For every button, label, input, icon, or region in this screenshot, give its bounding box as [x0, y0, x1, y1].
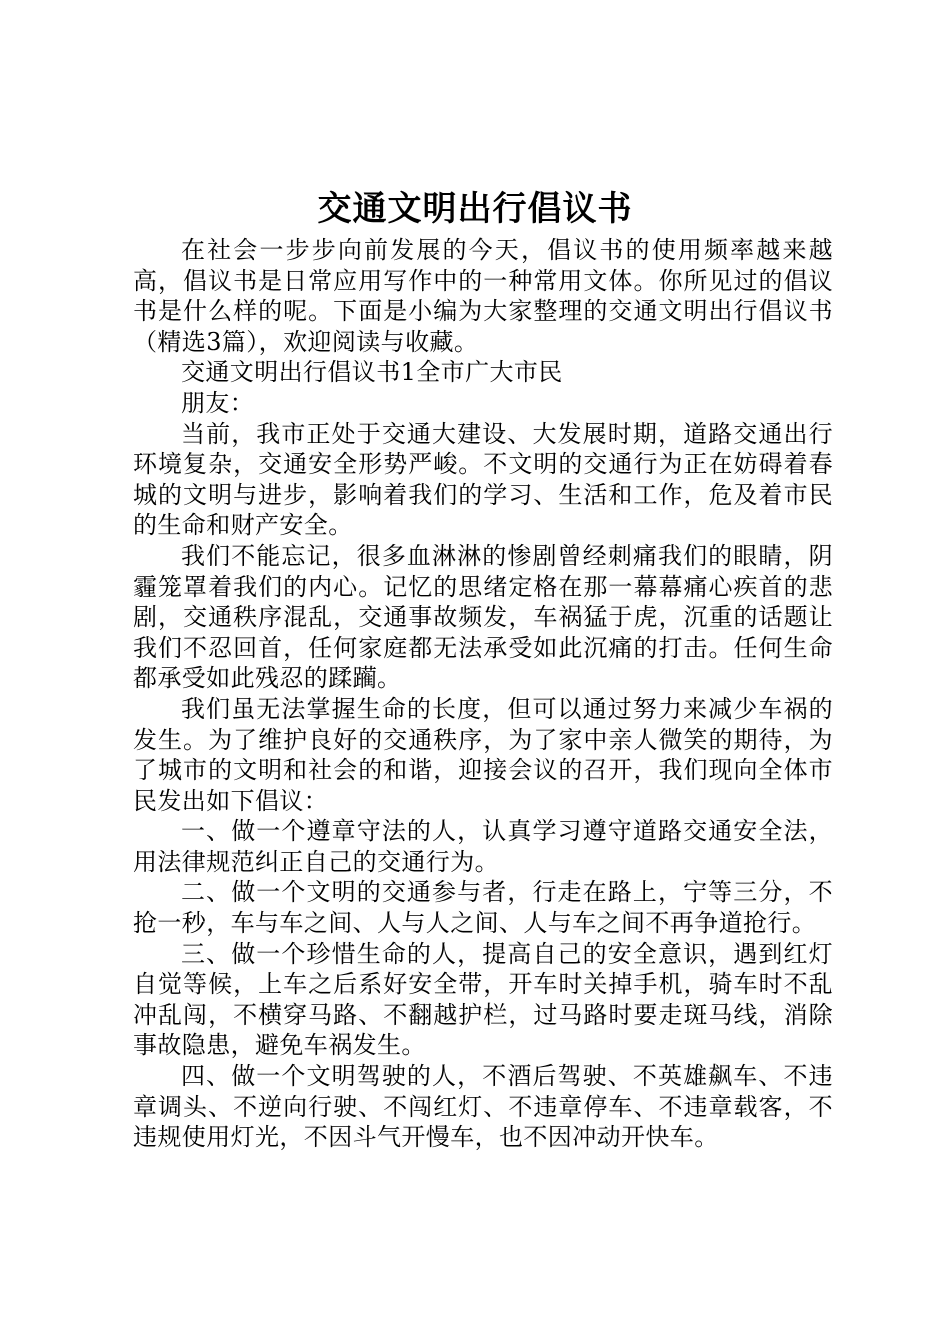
paragraph-proposal-1: 一、做一个遵章守法的人，认真学习遵守道路交通安全法，用法律规范纠正自己的交通行为。	[133, 817, 833, 876]
document-title: 交通文明出行倡议书	[317, 189, 633, 229]
paragraph-proposal-intro: 我们虽无法掌握生命的长度，但可以通过努力来减少车祸的发生。为了维护良好的交通秩序，为了家中亲人微笑的期待，为了城市的文明和社会的和谐，迎接会议的召开，我们现向全体市民发出如下倡议：	[133, 694, 833, 815]
document-body	[133, 235, 833, 1153]
paragraph-proposal-4: 四、做一个文明驾驶的人，不酒后驾驶、不英雄飙车、不违章调头、不逆向行驶、不闯红灯、不违章停车、不违章载客，不违规使用灯光，不因斗气开慢车，也不因冲动开快车。	[133, 1062, 833, 1152]
paragraph-proposal-3: 三、做一个珍惜生命的人，提高自己的安全意识，遇到红灯自觉等候，上车之后系好安全带，开车时关掉手机，骑车时不乱冲乱闯，不横穿马路、不翻越护栏，过马路时要走斑马线，消除事故隐患，避免车祸发生。	[133, 939, 833, 1060]
paragraph-salutation: 朋友：	[181, 388, 255, 417]
paragraph-heading-1: 交通文明出行倡议书1全市广大市民	[181, 358, 563, 387]
paragraph-intro: 在社会一步步向前发展的今天，倡议书的使用频率越来越高，倡议书是日常应用写作中的一种常用文体。你所见过的倡议书是什么样的呢。下面是小编为大家整理的交通文明出行倡议书（精选3篇），欢迎阅读与收藏。	[133, 236, 833, 356]
paragraph-remember: 我们不能忘记，很多血淋淋的惨剧曾经刺痛我们的眼睛，阴霾笼罩着我们的内心。记忆的思绪定格在那一幕幕痛心疾首的悲剧，交通秩序混乱，交通事故频发，车祸猛于虎，沉重的话题让我们不忍回首，任何家庭都无法承受如此沉痛的打击。任何生命都承受如此残忍的蹂躏。	[133, 541, 833, 693]
paragraph-current-situation: 当前，我市正处于交通大建设、大发展时期，道路交通出行环境复杂，交通安全形势严峻。不文明的交通行为正在妨碍着春城的文明与进步，影响着我们的学习、生活和工作，危及着市民的生命和财产安全。	[133, 419, 833, 540]
paragraph-proposal-2: 二、做一个文明的交通参与者，行走在路上，宁等三分，不抢一秒，车与车之间、人与人之间、人与车之间不再争道抢行。	[133, 878, 833, 938]
